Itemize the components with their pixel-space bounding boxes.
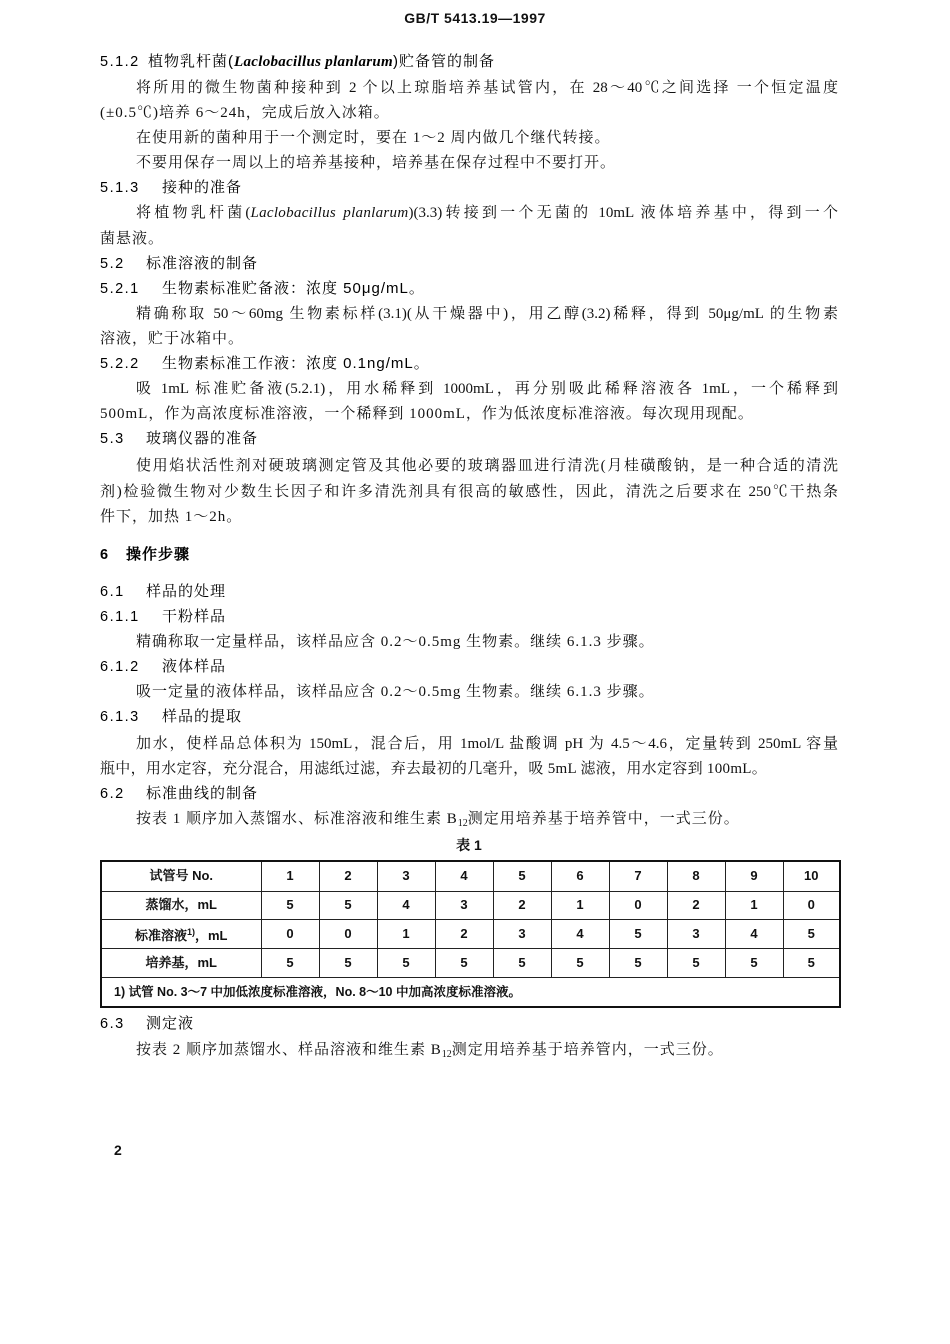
- row-label-cell: 蒸馏水，mL: [101, 891, 261, 919]
- subscript-text: 12: [457, 818, 468, 829]
- tube-number-cell: 8: [667, 861, 725, 891]
- paragraph-text: 将植物乳杆菌(: [136, 205, 251, 221]
- paragraph-line: 精确称取一定量样品，该样品应含 0.2～0.5mg 生物素。继续 6.1.3 步骤。: [136, 634, 655, 650]
- table-cell: 5: [435, 948, 493, 977]
- row-label-text: 标准溶液: [134, 927, 187, 943]
- heading-number: 5.3: [100, 431, 125, 447]
- table-cell: 5: [261, 948, 319, 977]
- table-row: [101, 948, 840, 977]
- heading-title: 接种的准备: [162, 179, 243, 196]
- row-label-text: ，mL: [195, 927, 228, 943]
- paragraph-line: 将所用的微生物菌种接种到 2 个以上琼脂培养基试管内，在 28～40℃之间选择 一个恒定温度: [136, 80, 838, 96]
- tube-number-cell: 7: [609, 861, 667, 891]
- heading-5-3: [100, 428, 838, 450]
- paragraph-line: 件下，加热 1～2h。: [100, 509, 243, 525]
- table-row: [101, 891, 840, 919]
- table-cell: 5: [377, 948, 435, 977]
- heading-number: 5.2.2: [100, 356, 140, 372]
- tube-number-cell: 6: [551, 861, 609, 891]
- heading-title: 样品的处理: [146, 583, 227, 600]
- paragraph-line: 菌悬液。: [100, 231, 165, 247]
- table-cell: 2: [493, 891, 551, 919]
- heading-6-3: [100, 1013, 838, 1035]
- table-cell: 5: [551, 948, 609, 977]
- heading-title: 液体样品: [162, 658, 227, 675]
- heading-title-text: 植物乳杆菌(: [148, 53, 234, 70]
- heading-title: 生物素标准工作液：浓度 0.1ng/mL。: [162, 355, 430, 372]
- heading-number: 6.1.3: [100, 709, 140, 725]
- footnote-marker: 1): [186, 926, 195, 937]
- table-cell: 5: [783, 919, 840, 948]
- tube-number-cell: 9: [725, 861, 783, 891]
- table-cell: 4: [377, 891, 435, 919]
- paragraph-text: 按表 1 顺序加入蒸馏水、标准溶液和维生素 B: [136, 811, 458, 827]
- heading-title: [148, 51, 495, 73]
- paragraph-line: [136, 202, 838, 224]
- heading-title: 玻璃仪器的准备: [146, 430, 259, 447]
- paragraph-text: )(3.3)转接到一个无菌的 10mL 液体培养基中，得到一个: [408, 205, 838, 221]
- heading-number: 5.2.1: [100, 281, 140, 297]
- row-label-cell: 培养基，mL: [101, 948, 261, 977]
- table-cell: 0: [261, 919, 319, 948]
- heading-5-2-1: [100, 278, 838, 300]
- heading-number: 6.1: [100, 584, 125, 600]
- heading-6-1-3: [100, 706, 838, 728]
- table-cell: 3: [493, 919, 551, 948]
- heading-title: 测定液: [146, 1015, 195, 1032]
- paragraph-line: 溶液，贮于冰箱中。: [100, 331, 245, 347]
- table-cell: 4: [725, 919, 783, 948]
- table-cell: 3: [667, 919, 725, 948]
- tube-number-cell: 3: [377, 861, 435, 891]
- heading-6-1-2: [100, 656, 838, 678]
- table-cell: 5: [319, 948, 377, 977]
- heading-number: 6.1.1: [100, 609, 140, 625]
- table-cell: 5: [667, 948, 725, 977]
- paragraph-line: 在使用新的菌种用于一个测定时，要在 1～2 周内做几个继代转接。: [136, 130, 611, 146]
- heading-number: 6: [100, 547, 110, 563]
- table-footnote: 1) 试管 No. 3～7 中加低浓度标准溶液，No. 8～10 中加高浓度标准溶液。: [101, 977, 840, 1007]
- table-cell: 0: [319, 919, 377, 948]
- heading-6-2: [100, 783, 838, 805]
- table-cell: 5: [319, 891, 377, 919]
- heading-6: [100, 544, 838, 566]
- heading-number: 5.1.3: [100, 180, 140, 196]
- paragraph-line: 吸 1mL 标准贮备液(5.2.1)，用水稀释到 1000mL，再分别吸此稀释溶液各 1mL，一个稀释到: [136, 381, 838, 397]
- table-cell: 5: [609, 948, 667, 977]
- table-cell: 0: [783, 891, 840, 919]
- table-cell: 2: [435, 919, 493, 948]
- heading-6-1: [100, 581, 838, 603]
- table-footnote-row: [101, 977, 840, 1007]
- heading-title: 标准溶液的制备: [146, 255, 259, 272]
- heading-number: 6.1.2: [100, 659, 140, 675]
- heading-title: 生物素标准贮备液：浓度 50μg/mL。: [162, 280, 425, 297]
- table-cell: 0: [609, 891, 667, 919]
- tube-number-cell: 2: [319, 861, 377, 891]
- heading-number: 5.2: [100, 256, 125, 272]
- paragraph-line: (±0.5℃)培养 6～24h，完成后放入冰箱。: [100, 105, 390, 121]
- tube-number-cell: 4: [435, 861, 493, 891]
- table-cell: 1: [377, 919, 435, 948]
- row-label-cell: [101, 919, 261, 948]
- heading-title-text: )贮备管的制备: [393, 53, 496, 70]
- latin-species-name: Laclobacillus planlarum: [250, 205, 409, 221]
- table-cell: 5: [609, 919, 667, 948]
- heading-6-1-1: [100, 606, 838, 628]
- table-cell: 4: [551, 919, 609, 948]
- table-cell: 3: [435, 891, 493, 919]
- table-caption: 表 1: [456, 837, 482, 853]
- table-cell: 5: [725, 948, 783, 977]
- heading-5-2-2: [100, 353, 838, 375]
- heading-title: 样品的提取: [162, 708, 243, 725]
- tube-number-cell: 5: [493, 861, 551, 891]
- row-label-cell: 试管号 No.: [101, 861, 261, 891]
- paragraph-line: 剂)检验微生物对少数生长因子和许多清洗剂具有很高的敏感性，因此，清洗之后要求在 250℃干热条: [100, 484, 838, 500]
- paragraph-line: 不要用保存一周以上的培养基接种，培养基在保存过程中不要打开。: [136, 155, 617, 171]
- paragraph-line: 500mL，作为高浓度标准溶液，一个稀释到 1000mL，作为低浓度标准溶液。每次现用现配。: [100, 406, 754, 422]
- paragraph-line: 使用焰状活性剂对硬玻璃测定管及其他必要的玻璃器皿进行清洗(月桂磺酸钠，是一种合适的清洗: [136, 458, 838, 474]
- heading-5-1-3: [100, 177, 838, 199]
- paragraph-text: 按表 2 顺序加蒸馏水、样品溶液和维生素 B: [136, 1042, 442, 1058]
- page-number: 2: [114, 1142, 122, 1158]
- table-1: [100, 860, 841, 1008]
- paragraph-line: 加水，使样品总体积为 150mL，混合后，用 1mol/L 盐酸调 pH 为 4.5～4.6，定量转到 250mL 容量: [136, 736, 838, 752]
- table-cell: 2: [667, 891, 725, 919]
- table-cell: 1: [551, 891, 609, 919]
- heading-title: 干粉样品: [162, 608, 227, 625]
- heading-title: 标准曲线的制备: [146, 785, 259, 802]
- paragraph-line: [136, 808, 740, 830]
- heading-5-2: [100, 253, 838, 275]
- latin-species-name: Laclobacillus planlarum: [234, 54, 394, 70]
- table-header-row: [101, 861, 840, 891]
- paragraph-text: 测定用培养基于培养管内，一式三份。: [451, 1042, 724, 1058]
- standard-code-header: GB/T 5413.19—1997: [404, 10, 546, 26]
- heading-number: 5.1.2: [100, 54, 140, 70]
- subscript-text: 12: [441, 1049, 452, 1060]
- paragraph-text: 测定用培养基于培养管中，一式三份。: [467, 811, 740, 827]
- paragraph-line: 精确称取 50～60mg 生物素标样(3.1)(从干燥器中)，用乙醇(3.2)稀释，得到 50μg/mL 的生物素: [136, 306, 838, 322]
- table-cell: 5: [261, 891, 319, 919]
- table-row: [101, 919, 840, 948]
- paragraph-line: 吸一定量的液体样品，该样品应含 0.2～0.5mg 生物素。继续 6.1.3 步骤。: [136, 684, 655, 700]
- tube-number-cell: 1: [261, 861, 319, 891]
- table-cell: 5: [493, 948, 551, 977]
- heading-number: 6.2: [100, 786, 125, 802]
- heading-number: 6.3: [100, 1016, 125, 1032]
- paragraph-line: [136, 1039, 724, 1061]
- table-cell: 1: [725, 891, 783, 919]
- heading-title: 操作步骤: [126, 546, 191, 563]
- heading-5-1-2: [100, 51, 838, 73]
- tube-number-cell: 10: [783, 861, 840, 891]
- paragraph-line: 瓶中，用水定容，充分混合，用滤纸过滤，弃去最初的几毫升，吸 5mL 滤液，用水定容到 100mL。: [100, 761, 768, 777]
- table-cell: 5: [783, 948, 840, 977]
